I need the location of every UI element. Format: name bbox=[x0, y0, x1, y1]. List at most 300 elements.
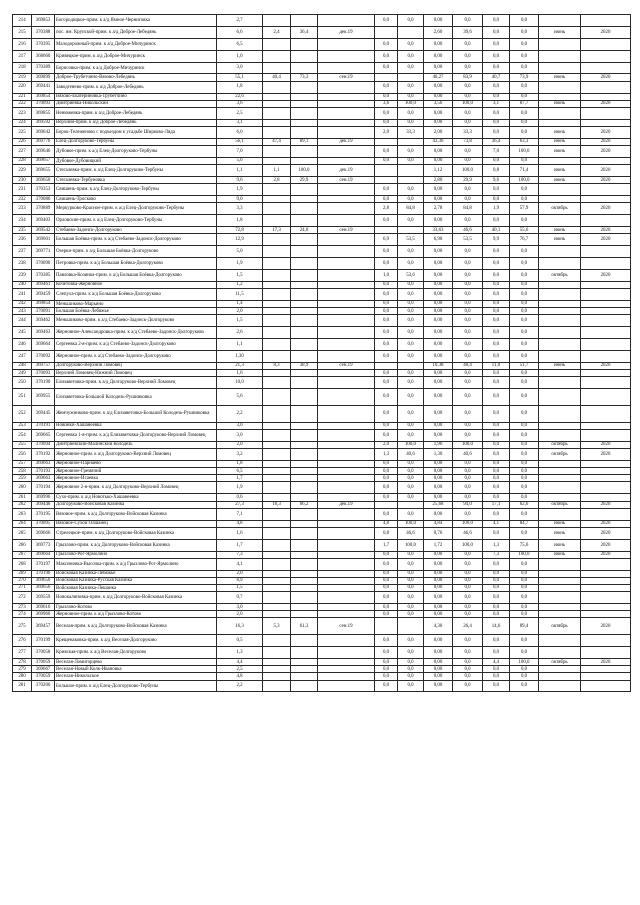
cell-pct3: 0,0 bbox=[510, 315, 539, 327]
cell-share1: 0,0 bbox=[375, 577, 398, 584]
cell-name: Сергеевка 1-я-прим. к а/д Елизаветовка-Долгоруково-Верхний Ломовец bbox=[55, 429, 217, 441]
cell-km2: 0,0 bbox=[483, 482, 510, 494]
cell-name: Малодорожный-прим. к а/д Доброе-Мичуринск bbox=[55, 38, 217, 50]
cell-pct1 bbox=[398, 618, 424, 635]
cell-code: 369663 bbox=[32, 475, 55, 482]
cell-len: 1,5 bbox=[217, 585, 263, 592]
cell-month bbox=[539, 468, 581, 475]
cell-km2: 0,0 bbox=[483, 405, 510, 422]
cell-km2: 0,0 bbox=[483, 107, 510, 119]
cell-pct3: 89,4 bbox=[510, 618, 539, 635]
cell-month bbox=[539, 558, 581, 570]
table-row bbox=[13, 468, 631, 475]
cell-pct3: 0,0 bbox=[510, 50, 539, 62]
cell-plan_year: 2020 bbox=[581, 177, 631, 184]
cell-len: 3,6 bbox=[217, 100, 263, 107]
cell-month bbox=[539, 635, 581, 647]
cell-name: Заводгенево-прим. к а/д Доброе-Лебедянь bbox=[55, 81, 217, 93]
cell-km1: 4,84 bbox=[424, 520, 453, 527]
cell-year: сен.19 bbox=[318, 74, 375, 81]
cell-pct2: 100,0 bbox=[453, 165, 483, 177]
cell-month: июнь bbox=[539, 26, 581, 38]
cell-pct2: 0,0 bbox=[453, 119, 483, 126]
cell-code: 369646 bbox=[32, 146, 55, 158]
table-row bbox=[13, 441, 631, 448]
cell-len: 1,5 bbox=[217, 315, 263, 327]
cell-code: 370092 bbox=[32, 350, 55, 362]
table-row bbox=[13, 315, 631, 327]
cell-km1: 0,00 bbox=[424, 350, 453, 362]
cell-pct3: 0,0 bbox=[510, 422, 539, 429]
cell-len: 5,0 bbox=[217, 246, 263, 258]
cell-len: 1,8 bbox=[217, 460, 263, 467]
cell-year bbox=[318, 475, 375, 482]
cell-share1: 0,0 bbox=[375, 327, 398, 339]
cell-km2: 0,0 bbox=[483, 611, 510, 618]
cell-pct3: 0,0 bbox=[510, 460, 539, 467]
cell-pct2: 33,3 bbox=[453, 126, 483, 138]
cell-pct1 bbox=[398, 227, 424, 234]
cell-month bbox=[539, 570, 581, 577]
cell-name: Доброе-Трубетчино-Вязово-Лебедянь bbox=[55, 74, 217, 81]
cell-month bbox=[539, 577, 581, 584]
cell-month bbox=[539, 50, 581, 62]
cell-year bbox=[318, 126, 375, 138]
cell-plan_year bbox=[581, 673, 631, 680]
cell-month bbox=[539, 196, 581, 203]
cell-plan_year bbox=[581, 15, 631, 27]
cell-plan_year bbox=[581, 246, 631, 258]
cell-code: 370194 bbox=[32, 482, 55, 494]
cell-pct bbox=[291, 327, 318, 339]
cell-no: 243 bbox=[13, 308, 32, 315]
cell-span_len bbox=[263, 468, 291, 475]
cell-km2: 0,0 bbox=[483, 327, 510, 339]
cell-no: 216 bbox=[13, 38, 32, 50]
cell-pct bbox=[291, 246, 318, 258]
cell-pct1 bbox=[398, 177, 424, 184]
cell-no: 220 bbox=[13, 81, 32, 93]
cell-no: 247 bbox=[13, 350, 32, 362]
cell-code: 369663 bbox=[32, 460, 55, 467]
cell-year bbox=[318, 93, 375, 100]
cell-km2: 4,4 bbox=[483, 659, 510, 666]
cell-span_len bbox=[263, 604, 291, 611]
table-row bbox=[13, 389, 631, 406]
cell-len: 3,3 bbox=[217, 203, 263, 215]
cell-pct bbox=[291, 107, 318, 119]
cell-pct1: 0,0 bbox=[398, 157, 424, 164]
cell-month: июнь bbox=[539, 165, 581, 177]
cell-km1: 0,00 bbox=[424, 558, 453, 570]
cell-share1: 0,0 bbox=[375, 50, 398, 62]
cell-name: Елец-Долгоруково-Тербуны bbox=[55, 138, 217, 145]
cell-pct3: 0,0 bbox=[510, 15, 539, 27]
cell-no: 249 bbox=[13, 370, 32, 377]
cell-km2: 9,6 bbox=[483, 177, 510, 184]
cell-pct3: 0,0 bbox=[510, 377, 539, 389]
cell-share1: 0,0 bbox=[375, 119, 398, 126]
table-row bbox=[13, 647, 631, 659]
cell-month bbox=[539, 592, 581, 604]
cell-plan_year bbox=[581, 81, 631, 93]
cell-code: 370389 bbox=[32, 62, 55, 74]
cell-code: 370195 bbox=[32, 508, 55, 520]
cell-pct1 bbox=[398, 501, 424, 508]
cell-pct bbox=[291, 157, 318, 164]
cell-span_len bbox=[263, 666, 291, 673]
cell-pct bbox=[291, 577, 318, 584]
table-row bbox=[13, 119, 631, 126]
cell-km1: 0,00 bbox=[424, 611, 453, 618]
cell-pct bbox=[291, 468, 318, 475]
cell-plan_year bbox=[581, 604, 631, 611]
cell-name: Кривецкое-прим. к а/д Доброе-Мичуринск bbox=[55, 50, 217, 62]
cell-plan_year bbox=[581, 666, 631, 673]
cell-pct1: 0,0 bbox=[398, 93, 424, 100]
cell-year bbox=[318, 119, 375, 126]
cell-pct2: 0,0 bbox=[453, 215, 483, 227]
cell-km1: 2,60 bbox=[424, 26, 453, 38]
cell-pct2: 73,8 bbox=[453, 138, 483, 145]
cell-pct1: 0,0 bbox=[398, 15, 424, 27]
cell-name: Веселая-Новый Колк-Ивановка bbox=[55, 666, 217, 673]
cell-plan_year bbox=[581, 377, 631, 389]
table-row bbox=[13, 269, 631, 281]
cell-pct bbox=[291, 448, 318, 460]
cell-km1: 0,00 bbox=[424, 377, 453, 389]
cell-km1: 0,00 bbox=[424, 635, 453, 647]
cell-span_len bbox=[263, 308, 291, 315]
cell-pct1: 0,0 bbox=[398, 308, 424, 315]
table-row bbox=[13, 184, 631, 196]
cell-pct3: 0,0 bbox=[510, 370, 539, 377]
cell-pct3: 100,0 bbox=[510, 146, 539, 158]
cell-code: 368660 bbox=[32, 50, 55, 62]
cell-pct1: 0,0 bbox=[398, 184, 424, 196]
cell-plan_year: 2020 bbox=[581, 138, 631, 145]
cell-year bbox=[318, 520, 375, 527]
cell-plan_year: 2020 bbox=[581, 527, 631, 539]
table-row bbox=[13, 494, 631, 501]
cell-km2: 0,0 bbox=[483, 577, 510, 584]
cell-month bbox=[539, 15, 581, 27]
cell-code: 369642 bbox=[32, 126, 55, 138]
table-row bbox=[13, 570, 631, 577]
table-row bbox=[13, 177, 631, 184]
cell-pct2: 0,0 bbox=[453, 15, 483, 27]
cell-span_len: 2,8 bbox=[263, 177, 291, 184]
cell-span_len bbox=[263, 126, 291, 138]
cell-year: сен.19 bbox=[318, 362, 375, 369]
cell-pct1 bbox=[398, 362, 424, 369]
cell-pct3: 0,0 bbox=[510, 441, 539, 448]
table-row bbox=[13, 577, 631, 584]
cell-no: 257 bbox=[13, 460, 32, 467]
cell-plan_year bbox=[581, 577, 631, 584]
cell-year: сен.19 bbox=[318, 177, 375, 184]
cell-plan_year: 2020 bbox=[581, 501, 631, 508]
cell-km2: 0,0 bbox=[483, 647, 510, 659]
cell-span_len bbox=[263, 429, 291, 441]
cell-plan_year bbox=[581, 50, 631, 62]
cell-name: Войсковая Казинка-Лебяжье bbox=[55, 570, 217, 577]
cell-code: 370059 bbox=[32, 659, 55, 666]
cell-pct2: 53,5 bbox=[453, 234, 483, 246]
cell-no: 276 bbox=[13, 635, 32, 647]
cell-no: 277 bbox=[13, 647, 32, 659]
cell-year bbox=[318, 215, 375, 227]
cell-km1: 0,00 bbox=[424, 50, 453, 62]
cell-km1: 0,00 bbox=[424, 184, 453, 196]
cell-code: 370199 bbox=[32, 635, 55, 647]
cell-month: июнь bbox=[539, 177, 581, 184]
cell-pct3: 0,0 bbox=[510, 389, 539, 406]
cell-len: 1,1 bbox=[217, 165, 263, 177]
cell-share1: 0,0 bbox=[375, 184, 398, 196]
cell-km2: 7,0 bbox=[483, 146, 510, 158]
cell-pct3: 0,0 bbox=[510, 494, 539, 501]
cell-plan_year bbox=[581, 184, 631, 196]
cell-km1: 0,00 bbox=[424, 604, 453, 611]
cell-year bbox=[318, 405, 375, 422]
cell-len: 6,0 bbox=[217, 126, 263, 138]
cell-month: октябрь bbox=[539, 618, 581, 635]
cell-km2: 0,0 bbox=[483, 269, 510, 281]
cell-plan_year: 2020 bbox=[581, 539, 631, 551]
cell-km1: 0,00 bbox=[424, 475, 453, 482]
cell-pct2: 0,0 bbox=[453, 551, 483, 558]
cell-pct3: 0,0 bbox=[510, 308, 539, 315]
cell-pct bbox=[291, 62, 318, 74]
cell-code: 369776 bbox=[32, 138, 55, 145]
cell-year bbox=[318, 203, 375, 215]
cell-plan_year: 2020 bbox=[581, 362, 631, 369]
cell-name: Грызлово-прим. к а/д Долгоруково-Войсковая Казинка bbox=[55, 539, 217, 551]
cell-km2: 0,0 bbox=[483, 475, 510, 482]
cell-name: Елизаветовка-прим. к а/д Долгоруково-Верхний Ломовец bbox=[55, 377, 217, 389]
cell-pct bbox=[291, 203, 318, 215]
cell-code: 369403 bbox=[32, 215, 55, 227]
table-row bbox=[13, 377, 631, 389]
cell-km1: 0,00 bbox=[424, 429, 453, 441]
cell-share1: 0,0 bbox=[375, 350, 398, 362]
cell-span_len bbox=[263, 62, 291, 74]
cell-month: октябрь bbox=[539, 501, 581, 508]
cell-pct1: 0,0 bbox=[398, 551, 424, 558]
cell-pct3: 0,0 bbox=[510, 196, 539, 203]
cell-km2: 0,0 bbox=[483, 604, 510, 611]
cell-share1: 0,0 bbox=[375, 611, 398, 618]
cell-pct2: 29,9 bbox=[453, 177, 483, 184]
cell-month: октябрь bbox=[539, 441, 581, 448]
cell-len: 1,0 bbox=[217, 50, 263, 62]
cell-plan_year: 2020 bbox=[581, 618, 631, 635]
cell-code: 370090 bbox=[32, 258, 55, 270]
cell-pct1: 0,0 bbox=[398, 494, 424, 501]
cell-code: 369559 bbox=[32, 592, 55, 604]
cell-name: Войсковая Казинка-Русская Казинка bbox=[55, 577, 217, 584]
cell-pct1 bbox=[398, 74, 424, 81]
cell-code: 370193 bbox=[32, 468, 55, 475]
cell-km1: 0,00 bbox=[424, 15, 453, 27]
cell-km2: 0,0 bbox=[483, 570, 510, 577]
cell-pct2: 0,0 bbox=[453, 327, 483, 339]
cell-km1: 0,00 bbox=[424, 215, 453, 227]
cell-share1: 0,0 bbox=[375, 585, 398, 592]
cell-share1: 2,0 bbox=[375, 126, 398, 138]
cell-code: 369441 bbox=[32, 81, 55, 93]
cell-no: 230 bbox=[13, 177, 32, 184]
cell-plan_year bbox=[581, 422, 631, 429]
cell-pct2: 0,0 bbox=[453, 196, 483, 203]
cell-plan_year bbox=[581, 289, 631, 301]
cell-km2: 0,0 bbox=[483, 126, 510, 138]
table-row bbox=[13, 93, 631, 100]
cell-no: 232 bbox=[13, 196, 32, 203]
cell-name: Озерки-прим. к а/д Большая Боёвка-Долгоруково bbox=[55, 246, 217, 258]
cell-pct2: 0,0 bbox=[453, 289, 483, 301]
cell-year bbox=[318, 315, 375, 327]
cell-month: июнь bbox=[539, 138, 581, 145]
cell-no: 236 bbox=[13, 234, 32, 246]
cell-year bbox=[318, 281, 375, 288]
cell-code: 370094 bbox=[32, 441, 55, 448]
cell-plan_year bbox=[581, 119, 631, 126]
cell-no: 268 bbox=[13, 558, 32, 570]
cell-pct2: 84,8 bbox=[453, 203, 483, 215]
cell-pct3: 100,0 bbox=[510, 659, 539, 666]
cell-pct1: 0,0 bbox=[398, 577, 424, 584]
cell-month bbox=[539, 475, 581, 482]
cell-name: Вязовое-прим. к а/д Долгоруково-Войсковая Казинка bbox=[55, 508, 217, 520]
cell-no: 227 bbox=[13, 146, 32, 158]
cell-plan_year bbox=[581, 308, 631, 315]
cell-pct2: 0,0 bbox=[453, 635, 483, 647]
cell-year bbox=[318, 327, 375, 339]
cell-pct2: 0,0 bbox=[453, 429, 483, 441]
cell-plan_year bbox=[581, 327, 631, 339]
cell-span_len: 1,1 bbox=[263, 165, 291, 177]
cell-plan_year bbox=[581, 196, 631, 203]
cell-len: 1,6 bbox=[217, 370, 263, 377]
cell-km1: 0,00 bbox=[424, 269, 453, 281]
cell-no: 264 bbox=[13, 520, 32, 527]
cell-km2: 40,1 bbox=[483, 227, 510, 234]
cell-plan_year bbox=[581, 370, 631, 377]
cell-month bbox=[539, 422, 581, 429]
cell-len: 2,5 bbox=[217, 666, 263, 673]
cell-year bbox=[318, 389, 375, 406]
cell-pct: 36,4 bbox=[291, 26, 318, 38]
cell-pct2: 0,0 bbox=[453, 604, 483, 611]
cell-span_len bbox=[263, 508, 291, 520]
cell-name: Веселая-Никольское bbox=[55, 673, 217, 680]
cell-no: 263 bbox=[13, 508, 32, 520]
cell-plan_year bbox=[581, 635, 631, 647]
cell-span_len bbox=[263, 539, 291, 551]
cell-no: 219 bbox=[13, 74, 32, 81]
cell-plan_year bbox=[581, 215, 631, 227]
cell-km1: 0,00 bbox=[424, 146, 453, 158]
cell-year bbox=[318, 448, 375, 460]
table-row bbox=[13, 107, 631, 119]
cell-plan_year: 2020 bbox=[581, 269, 631, 281]
cell-plan_year: 2020 bbox=[581, 146, 631, 158]
cell-month: октябрь bbox=[539, 448, 581, 460]
cell-km2: 0,0 bbox=[483, 448, 510, 460]
table-row bbox=[13, 551, 631, 558]
cell-km1: 1,30 bbox=[424, 448, 453, 460]
cell-km2: 0,0 bbox=[483, 38, 510, 50]
cell-span_len bbox=[263, 281, 291, 288]
cell-year bbox=[318, 680, 375, 692]
cell-span_len bbox=[263, 475, 291, 482]
cell-code: 369855 bbox=[32, 107, 55, 119]
cell-km1: 0,00 bbox=[424, 570, 453, 577]
cell-code: 369771 bbox=[32, 246, 55, 258]
cell-name: пос. им. Крупской-прим. к а/д Доброе-Лебедянь bbox=[55, 26, 217, 38]
table-row bbox=[13, 215, 631, 227]
cell-year bbox=[318, 673, 375, 680]
cell-pct1: 0,0 bbox=[398, 258, 424, 270]
cell-year bbox=[318, 482, 375, 494]
cell-share1: 0,0 bbox=[375, 551, 398, 558]
cell-no: 238 bbox=[13, 258, 32, 270]
cell-code: 370190 bbox=[32, 377, 55, 389]
cell-span_len bbox=[263, 389, 291, 406]
table-row bbox=[13, 539, 631, 551]
cell-len: 1,5 bbox=[217, 269, 263, 281]
cell-name: Меньшиково-Марьино bbox=[55, 300, 217, 307]
cell-km1: 1,96 bbox=[424, 441, 453, 448]
cell-code: 370086 bbox=[32, 196, 55, 203]
cell-share1: 0,0 bbox=[375, 460, 398, 467]
cell-pct bbox=[291, 269, 318, 281]
cell-pct1: 33,3 bbox=[398, 126, 424, 138]
cell-month: октябрь bbox=[539, 659, 581, 666]
cell-pct3: 0,0 bbox=[510, 126, 539, 138]
cell-km2: 4,1 bbox=[483, 520, 510, 527]
cell-span_len bbox=[263, 635, 291, 647]
cell-month bbox=[539, 429, 581, 441]
cell-len: 2,0 bbox=[217, 611, 263, 618]
cell-name: Свишень-Тросково bbox=[55, 196, 217, 203]
cell-len: 21,3 bbox=[217, 362, 263, 369]
cell-pct bbox=[291, 377, 318, 389]
cell-km2: 0,0 bbox=[483, 673, 510, 680]
cell-km1: 0,00 bbox=[424, 592, 453, 604]
cell-span_len bbox=[263, 673, 291, 680]
cell-month: июнь bbox=[539, 520, 581, 527]
cell-len: 2,5 bbox=[217, 107, 263, 119]
cell-km2: 0,0 bbox=[483, 62, 510, 74]
cell-len: 3,0 bbox=[217, 422, 263, 429]
table-row bbox=[13, 281, 631, 288]
cell-span_len bbox=[263, 196, 291, 203]
cell-km2: 0,0 bbox=[483, 377, 510, 389]
table-row bbox=[13, 475, 631, 482]
cell-month bbox=[539, 308, 581, 315]
cell-year bbox=[318, 269, 375, 281]
cell-year bbox=[318, 592, 375, 604]
cell-len: 3,1 bbox=[217, 119, 263, 126]
cell-no: 242 bbox=[13, 300, 32, 307]
cell-pct bbox=[291, 389, 318, 406]
cell-pct3: 0,0 bbox=[510, 405, 539, 422]
cell-plan_year bbox=[581, 647, 631, 659]
cell-len: 4,8 bbox=[217, 520, 263, 527]
